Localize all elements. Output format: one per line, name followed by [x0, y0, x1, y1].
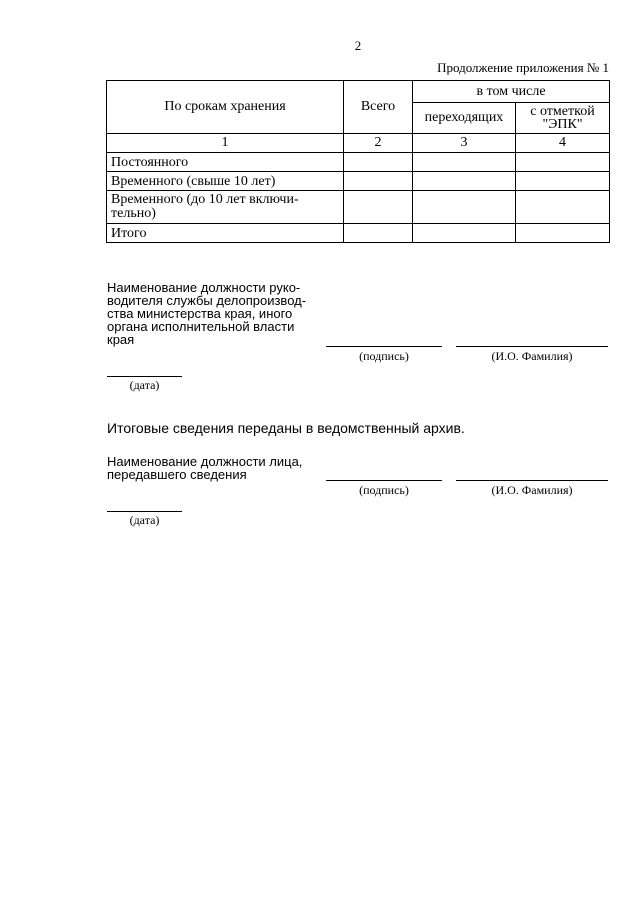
row-label-line2: тельно) — [111, 206, 156, 221]
signature-line — [326, 480, 442, 481]
header-including: в том числе — [413, 81, 610, 103]
table-cell — [516, 153, 610, 172]
page-number: 2 — [354, 38, 362, 53]
column-number-2: 2 — [344, 134, 413, 153]
table-cell — [516, 224, 610, 243]
column-number-1: 1 — [107, 134, 344, 153]
row-label: Временного (свыше 10 лет) — [107, 172, 344, 191]
row-label-line1: Временного (до 10 лет включи- — [111, 192, 299, 207]
table-row — [107, 172, 610, 191]
storage-table — [106, 80, 610, 243]
table-cell — [413, 153, 516, 172]
name-caption: (И.О. Фамилия) — [491, 349, 573, 363]
table-cell — [344, 172, 413, 191]
row-label: Постоянного — [107, 153, 344, 172]
title-line: Наименование должности лица, — [107, 454, 303, 469]
date-caption: (дата) — [129, 378, 160, 392]
title-line: ства министерства края, иного — [107, 306, 293, 321]
table-row — [107, 224, 610, 243]
title-line: водителя службы делопроизвод- — [107, 293, 307, 308]
header-epk-line1: с отметкой — [530, 104, 595, 119]
table-cell — [516, 172, 610, 191]
position-title-head — [107, 281, 337, 346]
signature-line — [326, 346, 442, 347]
signature-caption: (подпись) — [359, 483, 409, 497]
title-line: края — [107, 332, 135, 347]
date-line — [107, 511, 182, 512]
continuation-label: Продолжение приложения № 1 — [437, 60, 609, 75]
column-number-4: 4 — [516, 134, 610, 153]
table-cell — [516, 191, 610, 224]
table-cell — [413, 224, 516, 243]
position-title-transferrer — [107, 455, 337, 481]
header-storage: По срокам хранения — [107, 81, 344, 134]
table-cell — [344, 191, 413, 224]
table-cell — [413, 191, 516, 224]
title-line: органа исполнительной власти — [107, 319, 295, 334]
name-line — [456, 346, 608, 347]
table-cell — [344, 153, 413, 172]
title-line: передавшего сведения — [107, 467, 247, 482]
row-label — [107, 191, 344, 224]
name-line — [456, 480, 608, 481]
row-label: Итого — [107, 224, 344, 243]
title-line: Наименование должности руко- — [107, 280, 301, 295]
header-total: Всего — [344, 81, 413, 134]
table-row — [107, 153, 610, 172]
header-epk-line2: "ЭПК" — [542, 117, 583, 132]
summary-sentence: Итоговые сведения переданы в ведомственный архив. — [107, 420, 465, 436]
header-transferring: переходящих — [413, 103, 516, 134]
date-caption: (дата) — [129, 513, 160, 527]
signature-caption: (подпись) — [359, 349, 409, 363]
date-line — [107, 376, 182, 377]
name-caption: (И.О. Фамилия) — [491, 483, 573, 497]
header-epk — [516, 103, 610, 134]
table-cell — [413, 172, 516, 191]
table-row — [107, 191, 610, 224]
column-number-3: 3 — [413, 134, 516, 153]
table-cell — [344, 224, 413, 243]
